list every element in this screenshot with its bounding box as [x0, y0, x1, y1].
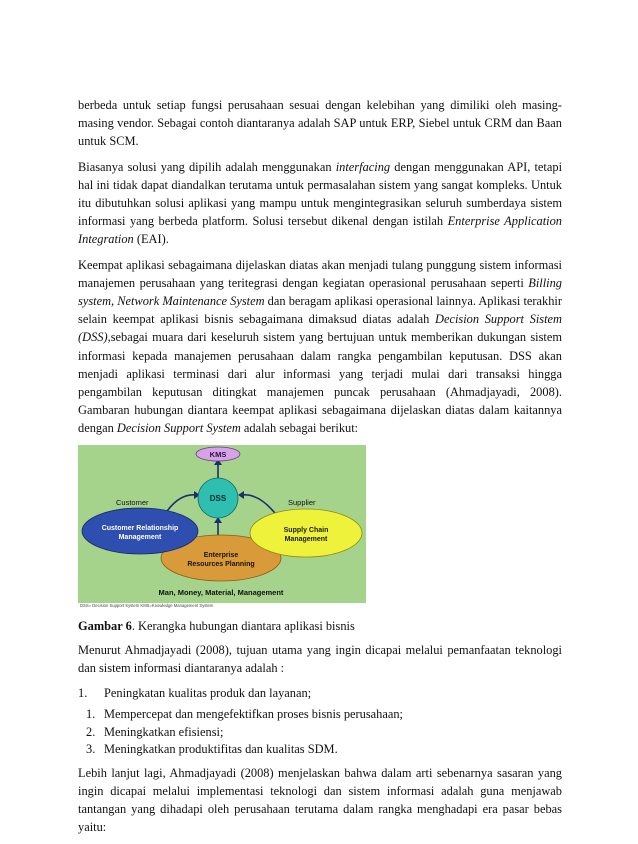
figure-footnote: DSS= Decision Support System KMS=Knowledge Management System [80, 602, 214, 608]
erp-label-line2: Resources Planning [187, 560, 255, 568]
emphasis-dss: Decision Support Sistem (DSS), [78, 312, 562, 345]
four-m-label: Man, Money, Material, Management [158, 587, 284, 597]
emphasis-billing: Billing system, Network Maintenance System [78, 275, 562, 309]
goals-list [78, 706, 562, 759]
list-item-text: Meningkatkan produktifitas dan kualitas SDM. [104, 742, 338, 757]
text-run: dengan menggunakan API, tetapi hal ini tidak dapat diandalkan terutama untuk permasalahan sistem yang sangat kompleks. Untuk itu dibutuhkan solusi aplikasi yang mampu untuk mengintegrasikan seluruh sumberdaya sistem informasi yang berbeda platform. Solusi tersebut dikenal dengan istilah [78, 159, 563, 229]
crm-label-line1: Customer Relationship [101, 524, 179, 532]
scm-label-line1: Supply Chain [283, 526, 329, 534]
text-run: dan beragam aplikasi operasional lainnya. Aplikasi terakhir selain keempat aplikasi bisnis sebagaimana dimaksud diatas adalah [78, 294, 562, 327]
text-run: Keempat aplikasi sebagaimana dijelaskan diatas akan menjadi tulang punggung sistem informasi manajemen perusahaan yang teritegrasi dengan kegiatan operasional perusahaan seperti [78, 257, 562, 290]
paragraph-dss [78, 256, 562, 438]
paragraph-vendor: berbeda untuk setiap fungsi perusahaan sesuai dengan kelebihan yang dimiliki oleh masing-masing vendor. Sebagai contoh diantaranya adalah SAP untuk ERP, Siebel untuk CRM dan Baan untuk SCM. [78, 98, 562, 149]
list-item-number: 1. [86, 707, 96, 722]
emphasis-dss-system: Decision Support System [116, 421, 241, 436]
figure-diagram [78, 445, 366, 603]
figure-caption [78, 617, 562, 635]
paragraph-eai [78, 158, 562, 249]
item-text: Peningkatan kualitas produk dan layanan; [104, 686, 312, 701]
paragraph-targets: Lebih lanjut lagi, Ahmadjayadi (2008) menjelaskan bahwa dalam arti sebenarnya sasaran yang ingin dicapai melalui implementasi teknologi dan sistem informasi adalah guna menjawab tantangan yang dihadapi oleh perusahaan terutama dalam rangka menghadapi era pasar bebas yaitu: [78, 765, 562, 835]
list-item [78, 741, 562, 759]
document-page [78, 96, 562, 844]
caption-label: Gambar 6 [78, 618, 132, 633]
crm-label-line2: Management [118, 533, 162, 541]
dss-label: DSS [209, 493, 227, 503]
text-run: (EAI). [133, 232, 169, 247]
list-item [78, 706, 562, 724]
kms-label: KMS [209, 449, 227, 459]
figure-business-apps [78, 445, 366, 608]
customer-label: Customer [116, 497, 149, 507]
list-item-text: Meningkatkan efisiensi; [104, 724, 224, 739]
emphasis-interfacing: interfacing [335, 159, 391, 174]
list-item-number: 3. [86, 742, 96, 757]
text-run: adalah sebagai berikut: [240, 421, 359, 436]
supplier-label: Supplier [288, 497, 316, 507]
caption-text: . Kerangka hubungan diantara aplikasi bisnis [131, 618, 355, 633]
emphasis-eai: Enterprise Application Integration [78, 214, 562, 247]
numbered-item-1 [78, 684, 562, 702]
list-item [78, 724, 562, 742]
erp-label-line1: Enterprise [203, 551, 239, 559]
paragraph-goals: Menurut Ahmadjayadi (2008), tujuan utama yang ingin dicapai melalui pemanfaatan teknologi dan sistem informasi diantaranya adalah : [78, 642, 562, 675]
text-run: Biasanya solusi yang dipilih adalah menggunakan [78, 159, 336, 174]
list-item-number: 2. [86, 724, 96, 739]
scm-label-line2: Management [284, 535, 328, 543]
text-run: sebagai muara dari keseluruh sistem yang bertujuan untuk memberikan dukungan sistem informasi kepada manajemen perusahaan dalam rangka pengambilan keputusan. DSS akan menjadi aplikasi terminasi dari alur informasi yang terjadi mulai dari transaksi hingga pengambilan keputusan ditingkat manajemen puncak perusahaan (Ahmadjayadi, 2008). Gambaran hubungan diantara keempat aplikasi sebagaimana dijelaskan diatas dalam kaitannya dengan [78, 330, 562, 436]
item-number: 1. [78, 686, 88, 701]
list-item-text: Mempercepat dan mengefektifkan proses bisnis perusahaan; [104, 707, 403, 722]
